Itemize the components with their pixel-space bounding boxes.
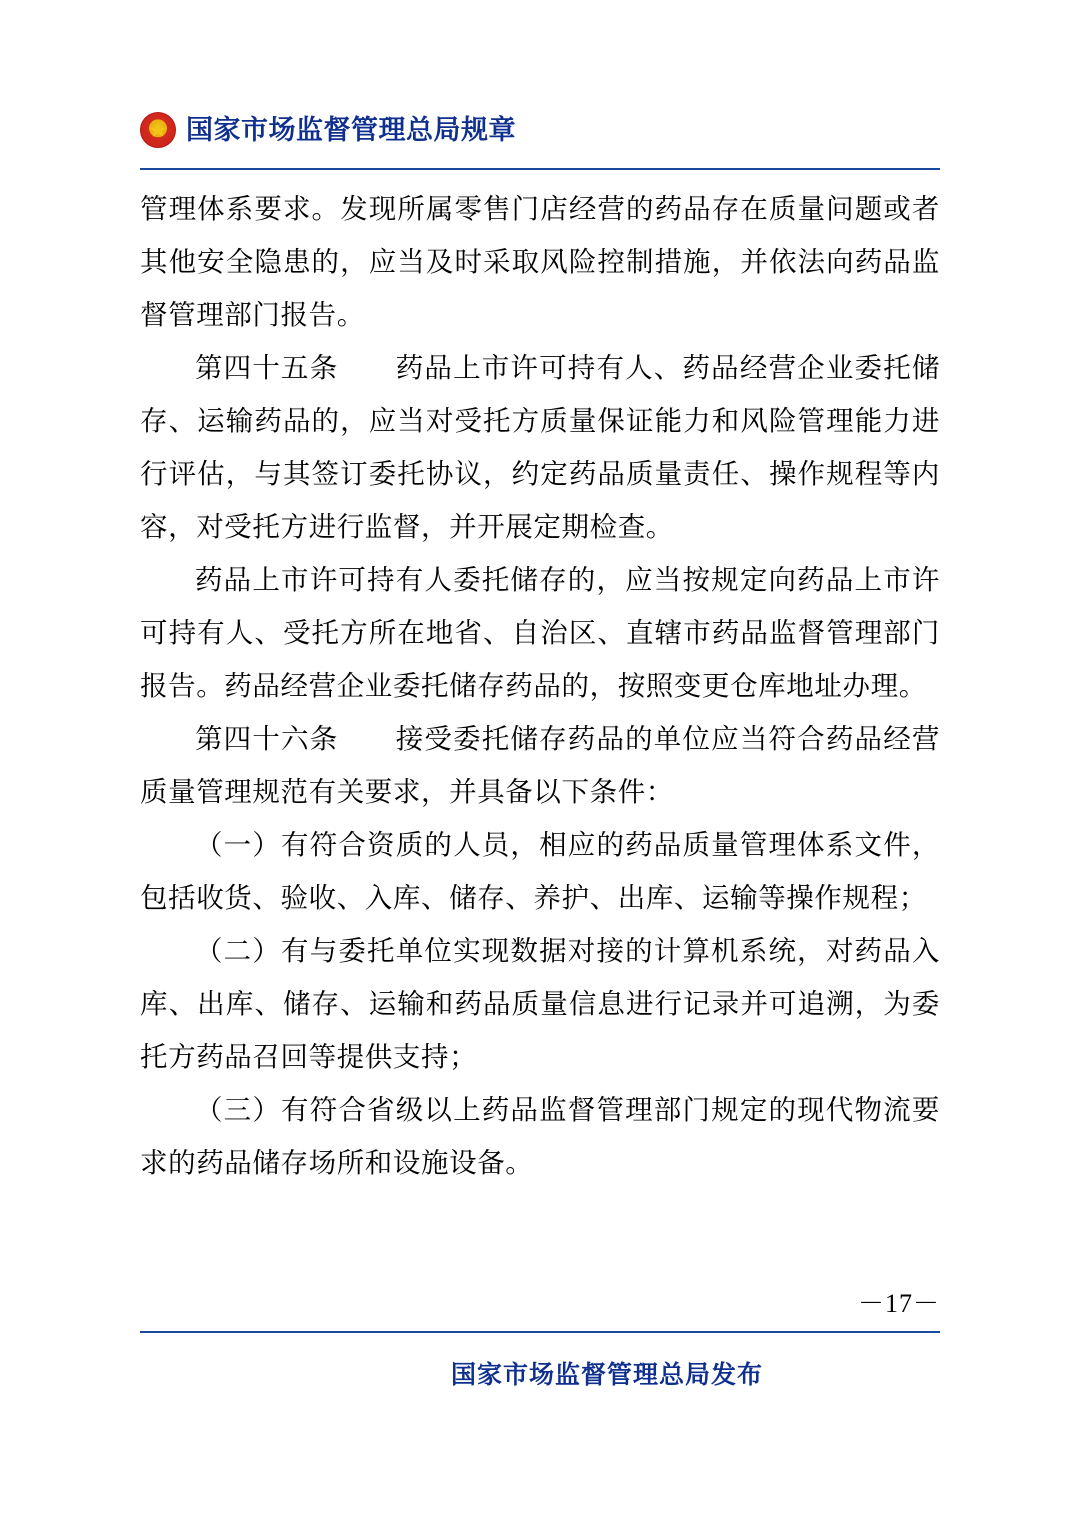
paragraph-item-3: （三）有符合省级以上药品监督管理部门规定的现代物流要求的药品储存场所和设施设备。 (140, 1094, 940, 1178)
paragraph-item-1: （一）有符合资质的人员，相应的药品质量管理体系文件，包括收货、验收、入库、储存、养护、出库、运输等操作规程； (140, 829, 940, 913)
paragraph-article-45: 第四十五条 药品上市许可持有人、药品经营企业委托储存、运输药品的，应当对受托方质量保证能力和风险管理能力进行评估，与其签订委托协议，约定药品质量责任、操作规程等内容，对受托方进行监督，并开展定期检查。 (140, 352, 940, 542)
paragraph-article-46: 第四十六条 接受委托储存药品的单位应当符合药品经营质量管理规范有关要求，并具备以下条件： (140, 723, 940, 807)
document-header (140, 112, 940, 148)
national-emblem-icon (140, 112, 176, 148)
header-divider (140, 168, 940, 170)
paragraph: 管理体系要求。发现所属零售门店经营的药品存在质量问题或者其他安全隐患的，应当及时采取风险控制措施，并依法向药品监督管理部门报告。 (140, 193, 940, 330)
header-title: 国家市场监督管理总局规章 (186, 114, 516, 145)
paragraph: 药品上市许可持有人委托储存的，应当按规定向药品上市许可持有人、受托方所在地省、自治区、直辖市药品监督管理部门报告。药品经营企业委托储存药品的，按照变更仓库地址办理。 (140, 564, 940, 701)
paragraph-item-2: （二）有与委托单位实现数据对接的计算机系统，对药品入库、出库、储存、运输和药品质量信息进行记录并可追溯，为委托方药品召回等提供支持； (140, 935, 940, 1072)
page-number: －17－ (857, 1289, 940, 1318)
document-body (140, 182, 940, 1189)
footer-issuer: 国家市场监督管理总局发布 (450, 1361, 763, 1389)
footer-divider (140, 1331, 940, 1333)
